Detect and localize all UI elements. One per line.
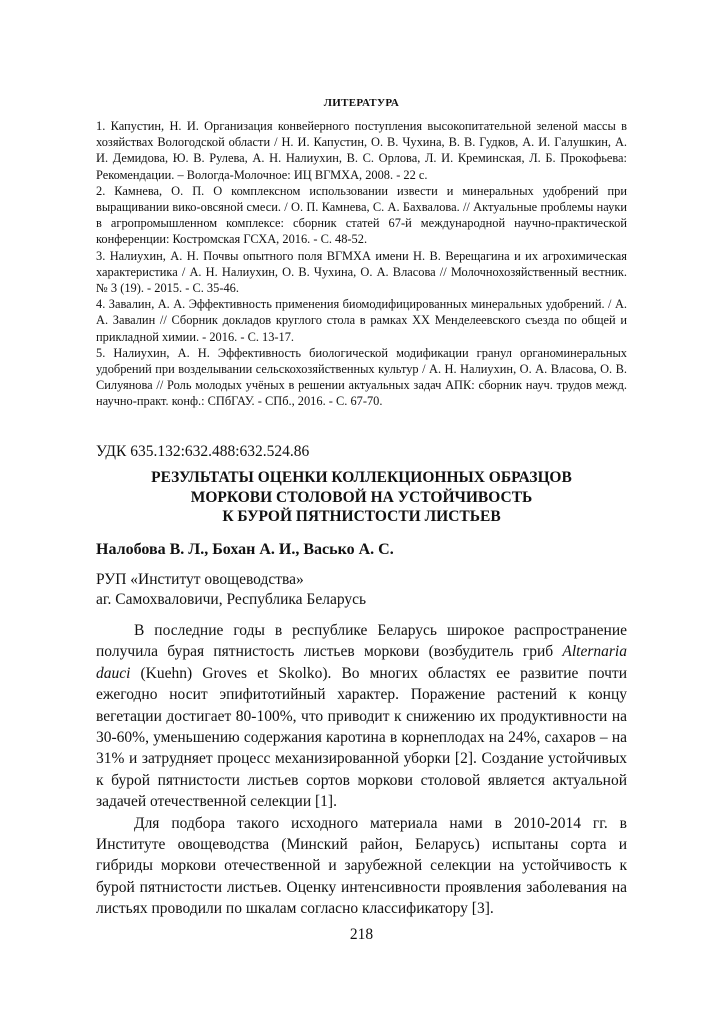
- affiliation: [96, 570, 366, 610]
- reference-item: 2. Камнева, О. П. О комплексном использовании извести и минеральных удобрений при выращивании вико-овсяной смеси. / О. П. Камнева, С. А. Бахвалова. // Актуальные проблемы науки в агропромышленном комплексе: сборник статей 67-й международной научно-практической конференции: Костромская ГСХА, 2016. - С. 48-52.: [96, 183, 627, 247]
- page-number: 218: [349, 926, 374, 943]
- article-title-line: РЕЗУЛЬТАТЫ ОЦЕНКИ КОЛЛЕКЦИОННЫХ ОБРАЗЦОВ: [151, 469, 572, 486]
- species-name: Alternaria dauci: [96, 643, 627, 682]
- reference-item: 1. Капустин, Н. И. Организация конвейерного поступления высокопитательной зеленой массы в хозяйствах Вологодской области / Н. И. Капустин, О. В. Чухина, В. В. Гудков, А. И. Галушкин, А. И. Демидова, Ю. В. Рулева, А. Н. Налиухин, В. С. Орлова, Л. И. Креминская, Л. Б. Прокофьева: Рекомендации. – Вологда-Молочное: ИЦ ВГМХА, 2008. - 22 с.: [96, 119, 627, 182]
- paragraph-text: В последние годы в республике Беларусь широкое распространение получила бурая пятнистость листьев моркови (возбудитель гриб: [96, 622, 627, 661]
- udc-code: УДК 635.132:632.488:632.524.86: [96, 443, 310, 460]
- article-body: [96, 620, 627, 920]
- article-title: [96, 468, 627, 527]
- body-paragraph: [96, 620, 627, 813]
- affiliation-location: аг. Самохваловичи, Республика Беларусь: [96, 591, 367, 608]
- reference-item: 3. Налиухин, А. Н. Почвы опытного поля ВГМХА имени Н. В. Верещагина и их агрохимическая характеристика / А. Н. Налиухин, О. В. Чухина, О. А. Власова // Молочнохозяйственный вестник. № 3 (19). - 2015. - С. 35-46.: [96, 248, 627, 296]
- article-title-line: К БУРОЙ ПЯТНИСТОСТИ ЛИСТЬЕВ: [222, 508, 501, 525]
- literature-heading: ЛИТЕРАТУРА: [323, 97, 400, 109]
- paragraph-text: (Kuehn) Groves et Skolko). Во многих областях ее развитие почти ежегодно носит эпифитотийный характер. Поражение растений к концу вегетации достигает 80-100%, что приводит к снижению их продуктивности на 30-60%, уменьшению содержания каротина в корнеплодах на 24%, сахаров – на 31% и затрудняет процесс механизированной уборки [2]. Создание устойчивых к бурой пятнистости листьев сортов моркови столовой является актуальной задачей отечественной селекции [1].: [96, 664, 627, 811]
- body-paragraph: Для подбора такого исходного материала нами в 2010-2014 гг. в Институте овощеводства (Минский район, Беларусь) испытаны сорта и гибриды моркови отечественной и зарубежной селекции на устойчивость к бурой пятнистости листьев. Оценку интенсивности проявления заболевания на листьях проводили по шкалам согласно классификатору [3].: [96, 814, 627, 918]
- affiliation-institute: РУП «Институт овощеводства»: [96, 571, 304, 588]
- reference-item: 4. Завалин, А. А. Эффективность применения биомодифицированных минеральных удобрений. / А. А. Завалин // Сборник докладов круглого стола в рамках XX Менделеевского съезда по общей и прикладной химии. - 2016. - С. 13-17.: [96, 297, 627, 344]
- reference-item: 5. Налиухин, А. Н. Эффективность биологической модификации гранул органоминеральных удобрений при возделывании сельскохозяйственных культур / А. Н. Налиухин, О. А. Власова, О. В. Силуянова // Роль молодых учёных в решении актуальных задач АПК: сборник науч. трудов межд. научно-практ. конф.: СПбГАУ. - СПб., 2016. - С. 67-70.: [96, 345, 627, 409]
- authors: Налобова В. Л., Бохан А. И., Васько А. С.: [96, 541, 394, 558]
- reference-list: [96, 118, 627, 410]
- article-title-line: МОРКОВИ СТОЛОВОЙ НА УСТОЙЧИВОСТЬ: [190, 488, 533, 506]
